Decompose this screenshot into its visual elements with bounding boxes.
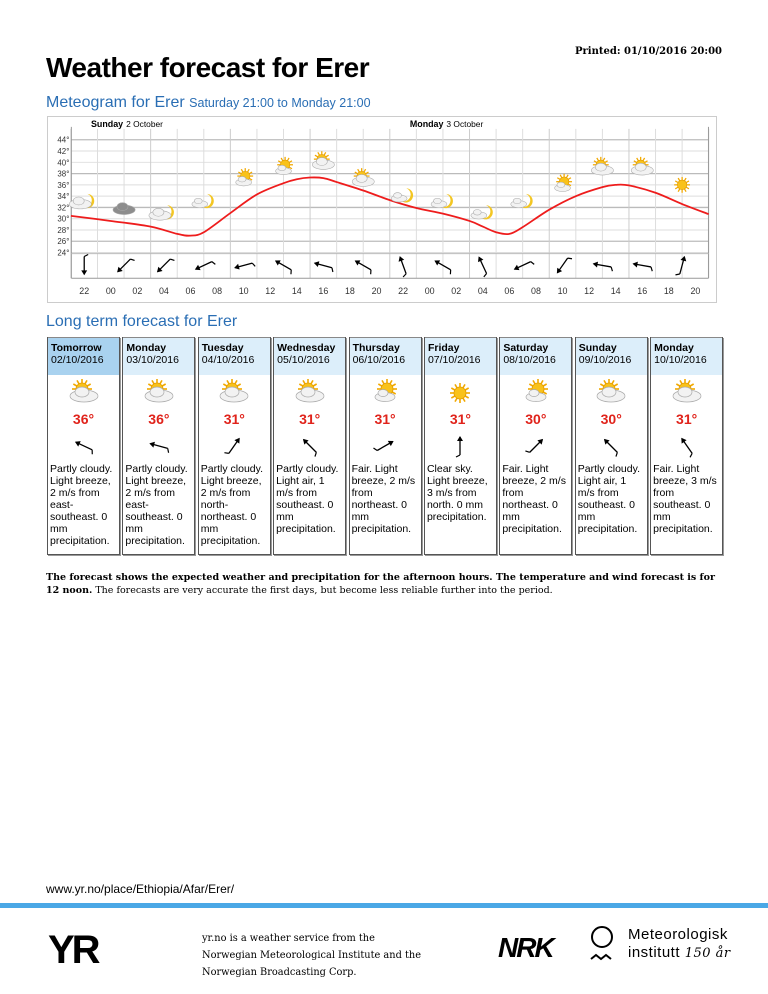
x-tick-label: 06 — [504, 286, 515, 297]
day-description: Fair. Light breeze, 2 m/s from northeast. 0 mm precipitation. — [351, 463, 416, 535]
weather-symbol — [576, 375, 647, 409]
day-date: 10/10/2016 — [654, 354, 707, 366]
day-temperature: 30° — [600, 411, 622, 427]
day-temperature: 31° — [374, 411, 396, 427]
day-header — [576, 337, 647, 375]
y-tick-label: 38° — [57, 169, 70, 179]
x-tick-label: 00 — [424, 286, 435, 297]
forecast-day-8 — [650, 337, 723, 555]
day-temperature: 31° — [449, 411, 472, 427]
day-header — [500, 337, 571, 375]
weather-symbol — [123, 375, 194, 409]
day-description: Partly cloudy. Light air, 1 m/s from southeast. 0 mm precipitation. — [577, 463, 640, 535]
x-tick-label: 08 — [212, 286, 223, 297]
x-tick-label: 04 — [477, 286, 488, 297]
weather-symbol — [274, 375, 345, 409]
weather-symbol — [48, 375, 119, 409]
day-description: Partly cloudy. Light air, 1 m/s from southeast. 0 mm precipitation. — [276, 463, 339, 535]
x-tick-label: 02 — [451, 286, 462, 297]
partly-cloudy-day-icon — [70, 379, 98, 402]
wind-arrow-icon — [601, 437, 621, 457]
page-title: Weather forecast for Erer — [46, 52, 370, 83]
wind — [425, 431, 496, 461]
y-tick-label: 42° — [57, 147, 70, 156]
meteogram-period: Saturday 21:00 to Monday 21:00 — [189, 96, 371, 110]
note-bold: The forecast shows the expected weather and precipitation for the afternoon hours. The temperature and wind forecast is for 12 noon. — [46, 572, 715, 596]
x-tick-label: 04 — [158, 286, 169, 297]
weather-symbol — [651, 375, 722, 409]
wind — [48, 431, 119, 461]
day-name: Tomorrow — [51, 342, 102, 354]
forecast-note — [46, 571, 726, 597]
wind-arrow-icon — [678, 436, 696, 457]
day-header — [274, 337, 345, 375]
met-name-2: institutt — [628, 944, 681, 961]
day-name: Friday — [427, 342, 460, 354]
x-tick-label: 08 — [531, 286, 541, 297]
day-date: 02/10/2016 — [51, 354, 104, 366]
weather-symbol — [425, 375, 496, 409]
weather-symbol — [350, 375, 421, 409]
y-tick-label: 34° — [57, 192, 70, 202]
wind-arrow-icon — [148, 441, 170, 453]
day-description: Fair. Light breeze, 3 m/s from southeast. 0 mm precipitation. — [653, 463, 717, 535]
x-tick-label: 18 — [345, 286, 355, 297]
x-tick-label: 20 — [690, 286, 701, 297]
weather-symbol — [199, 375, 270, 409]
wind-arrow-icon — [73, 439, 95, 454]
day-date: 06/10/2016 — [352, 354, 406, 366]
day-label: Sunday 2 October — [91, 118, 163, 129]
wind-arrow-icon — [456, 436, 463, 457]
x-tick-label: 18 — [663, 286, 674, 297]
partly-cloudy-day-icon — [296, 379, 324, 402]
met-institute-name[interactable] — [628, 926, 731, 963]
y-tick-label: 36° — [57, 180, 70, 190]
yr-logo[interactable]: YR — [48, 928, 98, 972]
y-tick-label: 24° — [57, 248, 70, 258]
day-header — [199, 337, 270, 375]
x-tick-label: 22 — [79, 286, 90, 297]
longterm-table — [47, 337, 726, 555]
day-header — [425, 337, 496, 375]
day-name: Monday — [126, 342, 167, 354]
day-date: 09/10/2016 — [578, 354, 632, 366]
day-description: Fair. Light breeze, 2 m/s from northeast. 0 mm precipitation. — [502, 463, 566, 535]
day-name: Saturday — [503, 342, 549, 354]
forecast-day-0 — [47, 337, 120, 555]
x-tick-label: 10 — [557, 286, 568, 297]
wind — [576, 431, 647, 461]
forecast-day-3 — [273, 337, 346, 555]
clear-sky-day-icon — [450, 383, 470, 403]
meteogram-heading: Meteogram for Erer — [46, 94, 185, 111]
y-tick-label: 30° — [57, 214, 70, 224]
footer-divider — [0, 903, 768, 908]
day-header — [651, 337, 722, 375]
x-tick-label: 06 — [185, 286, 196, 297]
day-label: Monday 3 October — [409, 118, 484, 129]
met-institute-logo-icon — [589, 925, 619, 973]
wind — [500, 431, 571, 461]
partly-cloudy-day-icon — [220, 379, 248, 402]
wind-arrow-icon — [300, 437, 320, 457]
nrk-logo[interactable]: NRK — [498, 932, 553, 963]
day-description: Clear sky. Light breeze, 3 m/s from north. 0 mm precipitation. — [426, 463, 488, 523]
met-anniversary: 150 år — [684, 946, 731, 961]
x-tick-label: 10 — [238, 286, 249, 297]
x-tick-label: 02 — [132, 286, 143, 297]
partly-cloudy-day-icon — [145, 379, 173, 402]
longterm-title: Long term forecast for Erer — [46, 313, 238, 330]
forecast-day-1 — [122, 337, 195, 555]
day-date: 08/10/2016 — [503, 354, 556, 366]
day-header — [123, 337, 194, 375]
x-tick-label: 12 — [265, 286, 276, 297]
place-url[interactable]: www.yr.no/place/Ethiopia/Afar/Erer/ — [46, 882, 235, 896]
day-description: Partly cloudy. Light breeze, 2 m/s from east-southeast. 0 mm precipitation. — [125, 463, 188, 547]
day-name: Tuesday — [201, 342, 244, 354]
y-tick-label: 28° — [57, 225, 70, 235]
fair-day-icon — [526, 379, 548, 402]
y-tick-label: 40° — [57, 158, 70, 168]
wind — [350, 431, 421, 461]
day-temperature: 31° — [676, 411, 698, 427]
meteogram-chart — [47, 116, 717, 303]
forecast-day-2 — [198, 337, 271, 555]
day-temperature: 31° — [299, 411, 321, 427]
x-tick-label: 16 — [637, 286, 648, 297]
day-name: Thursday — [352, 342, 400, 354]
x-tick-label: 16 — [318, 286, 329, 297]
wind — [199, 431, 270, 461]
wind — [274, 431, 345, 461]
y-tick-label: 44° — [57, 135, 70, 145]
wind — [651, 431, 722, 461]
day-date: 07/10/2016 — [427, 354, 481, 366]
weather-symbol — [500, 375, 571, 409]
forecast-day-6 — [499, 337, 572, 555]
day-name: Monday — [654, 342, 694, 354]
fair-day-icon — [375, 379, 397, 402]
day-name: Wednesday — [277, 342, 336, 354]
forecast-day-7 — [575, 337, 648, 555]
day-temperature: 31° — [223, 411, 245, 427]
wind-arrow-icon — [374, 438, 396, 455]
x-tick-label: 00 — [105, 286, 116, 297]
day-date: 03/10/2016 — [126, 354, 179, 366]
wind — [123, 431, 194, 461]
x-tick-label: 14 — [610, 286, 621, 297]
partly-cloudy-day-icon — [597, 379, 625, 402]
met-name-1: Meteorologisk — [628, 926, 728, 943]
day-name: Sunday — [578, 342, 617, 354]
day-temperature: 36° — [148, 411, 170, 427]
partly-cloudy-day-icon — [673, 379, 701, 402]
forecast-day-4 — [349, 337, 422, 555]
day-description: Partly cloudy. Light breeze, 2 m/s from north-northeast. 0 mm precipitation. — [200, 463, 264, 547]
x-tick-label: 20 — [371, 286, 382, 297]
day-temperature: 30° — [525, 411, 547, 427]
x-tick-label: 14 — [291, 286, 302, 297]
printed-timestamp: Printed: 01/10/2016 20:00 — [575, 46, 722, 57]
day-description: Partly cloudy. Light breeze, 2 m/s from east-southeast. 0 mm precipitation. — [50, 463, 113, 547]
y-tick-label: 26° — [57, 237, 70, 247]
x-tick-label: 12 — [584, 286, 595, 297]
day-date: 04/10/2016 — [201, 354, 255, 366]
day-header — [48, 337, 119, 375]
meteogram-title — [46, 94, 371, 112]
forecast-day-5 — [424, 337, 497, 555]
note-normal: The forecasts are very accurate the first days, but become less reliable further into the period. — [92, 585, 553, 596]
day-header — [350, 337, 421, 375]
y-tick-label: 32° — [57, 203, 70, 213]
service-description: yr.no is a weather service from the Norwegian Meteorological Institute and the Norwegian Broadcasting Corp. — [202, 933, 422, 978]
wind-arrow-icon — [525, 436, 545, 456]
day-temperature: 36° — [72, 411, 95, 427]
wind-arrow-icon — [225, 436, 243, 457]
day-date: 05/10/2016 — [277, 354, 330, 366]
x-tick-label: 22 — [398, 286, 409, 297]
